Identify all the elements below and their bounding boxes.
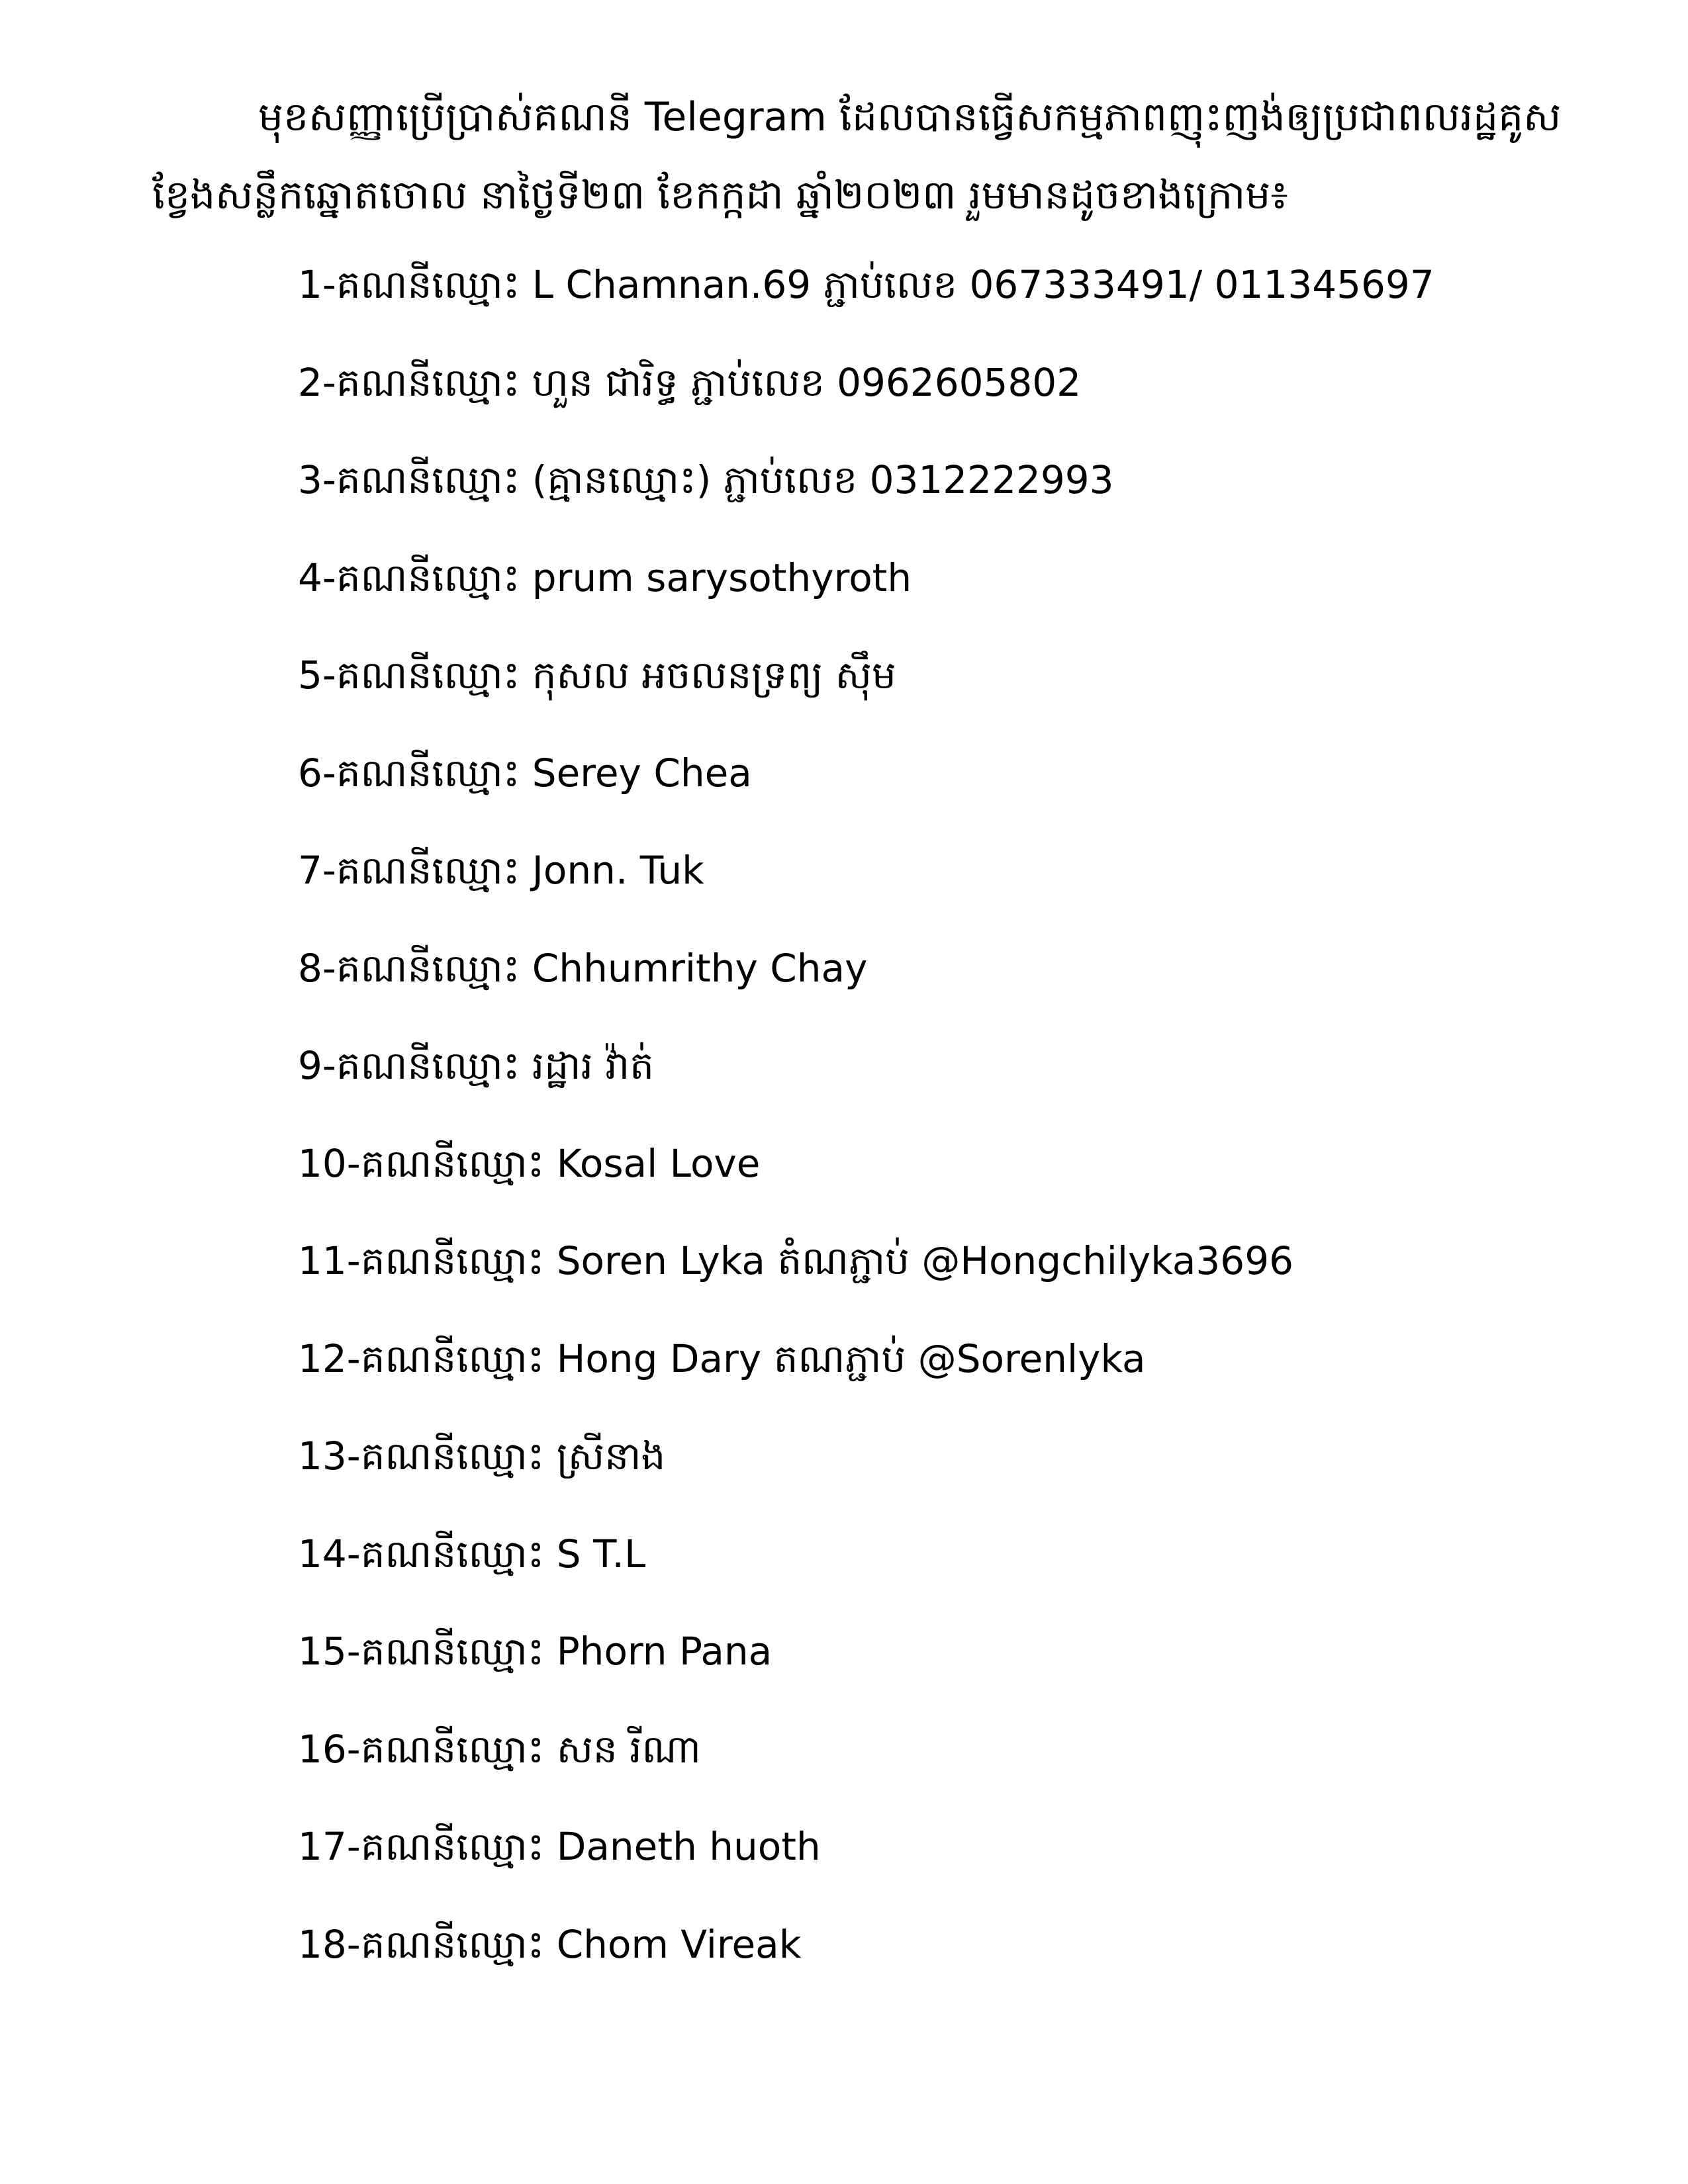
account-item: 8-គណនីឈ្មោះ Chhumrithy Chay	[298, 945, 868, 991]
intro-line-1: មុខសញ្ញាប្រើប្រាស់គណនី Telegram ដែលបានធ្វើសកម្មភាពញុះញង់ឲ្យប្រជាពលរដ្ឋគូស	[258, 94, 1562, 140]
account-item: 13-គណនីឈ្មោះ ស្រីនាង	[298, 1433, 666, 1479]
account-item: 17-គណនីឈ្មោះ Daneth huoth	[298, 1824, 821, 1869]
account-list	[298, 255, 1434, 2012]
account-item: 1-គណនីឈ្មោះ L Chamnan.69 ភ្ជាប់លេខ 067333491/ 011345697	[298, 262, 1434, 307]
intro-line-2: ខ្វែងសន្លឹកឆ្នោតចោល នាថ្ងៃទី២៣ ខែកក្កដា ឆ្នាំ២០២៣ រួមមានដូចខាងក្រោម៖	[152, 172, 1288, 218]
account-item: 9-គណនីឈ្មោះ រដ្ឋារ វ៉ាត់	[298, 1043, 654, 1088]
account-item: 12-គណនីឈ្មោះ Hong Dary តណភ្ជាប់ @Sorenlyka	[298, 1336, 1146, 1381]
account-item: 6-គណនីឈ្មោះ Serey Chea	[298, 750, 752, 796]
account-item: 18-គណនីឈ្មោះ Chom Vireak	[298, 1921, 802, 1967]
account-item: 4-គណនីឈ្មោះ prum sarysothyroth	[298, 555, 912, 600]
account-item: 15-គណនីឈ្មោះ Phorn Pana	[298, 1629, 773, 1674]
account-item: 2-គណនីឈ្មោះ ហួន ជារិទ្ធ ភ្ជាប់លេខ 0962605802	[298, 359, 1082, 405]
account-item: 16-គណនីឈ្មោះ សន រីណា	[298, 1726, 701, 1772]
account-item: 14-គណនីឈ្មោះ S T.L	[298, 1531, 646, 1576]
account-item: 5-គណនីឈ្មោះ កុសល អចលនទ្រព្យ ស៊ឹម	[298, 653, 896, 698]
account-item: 3-គណនីឈ្មោះ (គ្មានឈ្មោះ) ភ្ជាប់លេខ 0312222993	[298, 457, 1114, 502]
intro-paragraph	[152, 78, 1569, 234]
account-item: 7-គណនីឈ្មោះ Jonn. Tuk	[298, 848, 704, 893]
account-item: 10-គណនីឈ្មោះ Kosal Love	[298, 1140, 761, 1186]
account-item: 11-គណនីឈ្មោះ Soren Lyka តំណភ្ជាប់ @Hongchilyka3696	[298, 1238, 1294, 1283]
